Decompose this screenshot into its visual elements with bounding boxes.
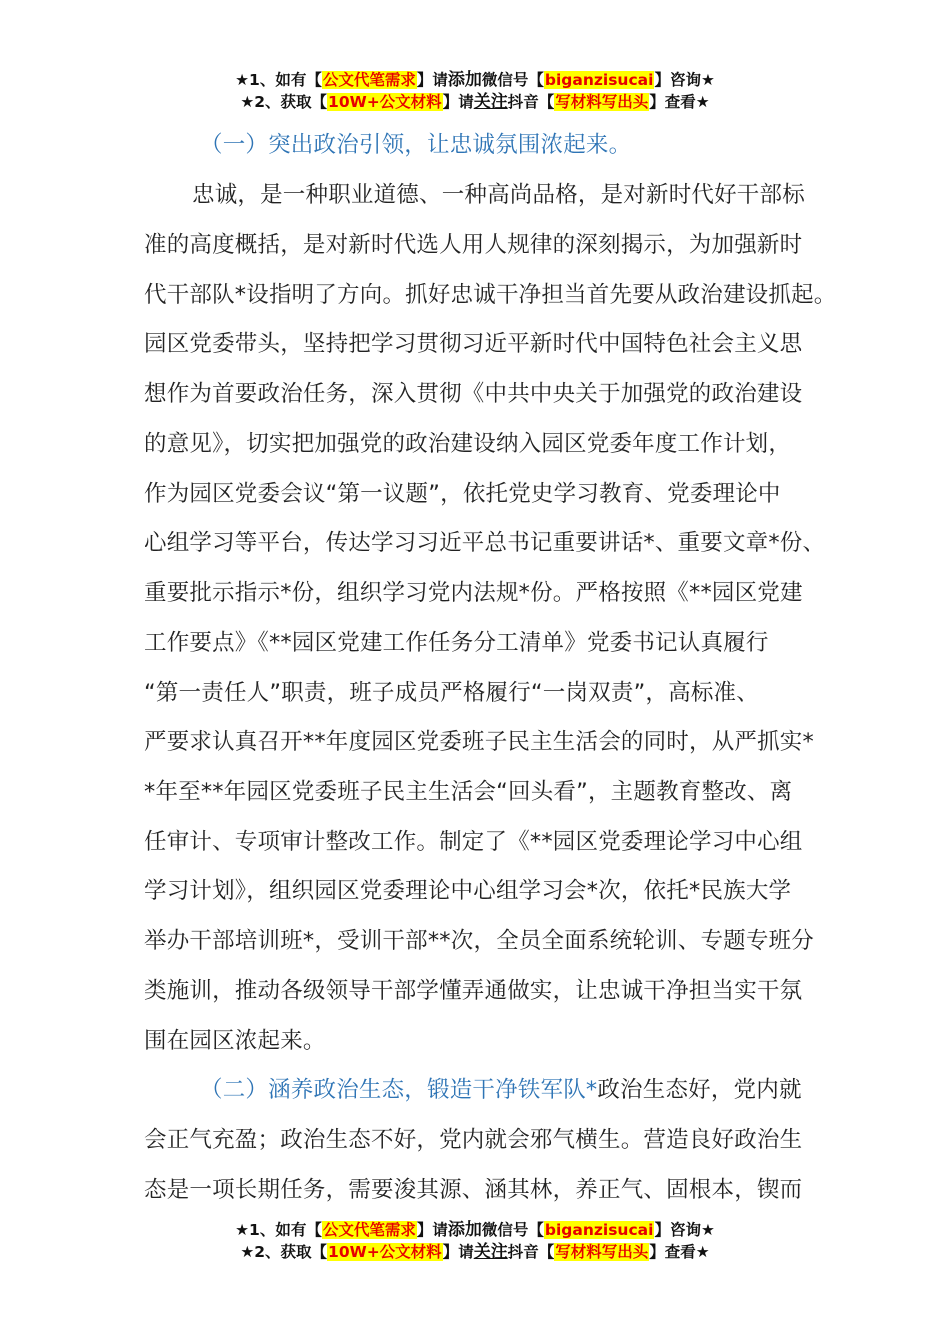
paragraph-line: 围在园区浓起来。 bbox=[144, 1028, 326, 1054]
promo-text: 】请 bbox=[442, 1243, 474, 1261]
paragraph-line: 举办干部培训班*，受训干部**次，全员全面系统轮训、专题专班分 bbox=[144, 928, 814, 954]
paragraph-line: 严要求认真召开**年度园区党委班子民主生活会的同时，从严抓实* bbox=[144, 729, 814, 755]
promo-line-1 bbox=[0, 69, 950, 91]
promo-highlight: 10W+公文材料 bbox=[328, 93, 442, 111]
paragraph-line: 类施训，推动各级领导干部学懂弄通做实，让忠诚干净担当实干氛 bbox=[144, 978, 803, 1004]
promo-highlight-wechat: biganzisucai bbox=[544, 71, 654, 89]
promo-highlight: 公文代笔需求 bbox=[322, 71, 416, 89]
promo-banner-bottom bbox=[0, 1219, 950, 1263]
promo-text: 】请 bbox=[416, 1221, 448, 1239]
promo-text: ★1、如有【 bbox=[235, 71, 322, 89]
promo-line-2 bbox=[0, 1241, 950, 1263]
paragraph-line: “第一责任人”职责，班子成员严格履行“一岗双责”，高标准、 bbox=[144, 680, 759, 706]
promo-line-2 bbox=[0, 91, 950, 113]
promo-emphasis: 添加 bbox=[447, 70, 482, 90]
promo-highlight: 公文代笔需求 bbox=[322, 1221, 416, 1239]
promo-line-1 bbox=[0, 1219, 950, 1241]
promo-text: ★2、获取【 bbox=[240, 93, 328, 111]
promo-text: 抖音【 bbox=[507, 1243, 555, 1261]
paragraph-line: 作为园区党委会议“第一议题”，依托党史学习教育、党委理论中 bbox=[144, 481, 781, 507]
promo-highlight-douyin: 写材料写出头 bbox=[555, 1243, 649, 1261]
paragraph-line: 园区党委带头，坚持把学习贯彻习近平新时代中国特色社会主义思 bbox=[144, 331, 803, 357]
promo-emphasis: 关注 bbox=[473, 92, 508, 112]
promo-highlight-wechat: biganzisucai bbox=[544, 1221, 654, 1239]
promo-text: 】查看★ bbox=[649, 1243, 710, 1261]
promo-text: 微信号【 bbox=[481, 1221, 544, 1239]
paragraph-line: *年至**年园区党委班子民主生活会“回头看”，主题教育整改、离 bbox=[144, 779, 793, 805]
paragraph-line: 任审计、专项审计整改工作。制定了《**园区党委理论学习中心组 bbox=[144, 829, 803, 855]
paragraph-2-first-line bbox=[200, 1075, 802, 1105]
section-heading-1: （一）突出政治引领，让忠诚氛围浓起来。 bbox=[200, 132, 632, 158]
paragraph-line: 重要批示指示*份，组织学习党内法规*份。严格按照《**园区党建 bbox=[144, 580, 803, 606]
section-heading-2: （二）涵养政治生态，锻造干净铁军队* bbox=[200, 1077, 598, 1103]
paragraph-line: 想作为首要政治任务，深入贯彻《中共中央关于加强党的政治建设 bbox=[144, 381, 803, 407]
promo-highlight: 10W+公文材料 bbox=[328, 1243, 442, 1261]
promo-highlight-douyin: 写材料写出头 bbox=[555, 93, 649, 111]
promo-emphasis: 关注 bbox=[473, 1242, 508, 1262]
paragraph-line: 工作要点》《**园区党建工作任务分工清单》党委书记认真履行 bbox=[144, 630, 769, 656]
paragraph-line: 的意见》，切实把加强党的政治建设纳入园区党委年度工作计划， bbox=[144, 431, 792, 457]
paragraph-line: 态是一项长期任务，需要浚其源、涵其林，养正气、固根本，锲而 bbox=[144, 1177, 803, 1203]
promo-text: ★2、获取【 bbox=[240, 1243, 328, 1261]
promo-text: 抖音【 bbox=[507, 93, 555, 111]
promo-text: 】咨询★ bbox=[654, 1221, 715, 1239]
paragraph-line: 准的高度概括，是对新时代选人用人规律的深刻揭示，为加强新时 bbox=[144, 232, 803, 258]
promo-text: ★1、如有【 bbox=[235, 1221, 322, 1239]
promo-emphasis: 添加 bbox=[447, 1220, 482, 1240]
promo-banner-top bbox=[0, 69, 950, 113]
promo-text: 】请 bbox=[442, 93, 474, 111]
promo-text: 】查看★ bbox=[649, 93, 710, 111]
promo-text: 】请 bbox=[416, 71, 448, 89]
paragraph-line: 学习计划》，组织园区党委理论中心组学习会*次，依托*民族大学 bbox=[144, 878, 792, 904]
promo-text: 微信号【 bbox=[481, 71, 544, 89]
paragraph-line: 忠诚，是一种职业道德、一种高尚品格，是对新时代好干部标 bbox=[192, 182, 805, 208]
promo-text: 】咨询★ bbox=[654, 71, 715, 89]
paragraph-text: 政治生态好，党内就 bbox=[597, 1077, 802, 1103]
paragraph-line: 心组学习等平台，传达学习习近平总书记重要讲话*、重要文章*份、 bbox=[144, 530, 826, 556]
paragraph-line: 代干部队*设指明了方向。抓好忠诚干净担当首先要从政治建设抓起。 bbox=[144, 282, 837, 308]
paragraph-line: 会正气充盈；政治生态不好，党内就会邪气横生。营造良好政治生 bbox=[144, 1127, 803, 1153]
